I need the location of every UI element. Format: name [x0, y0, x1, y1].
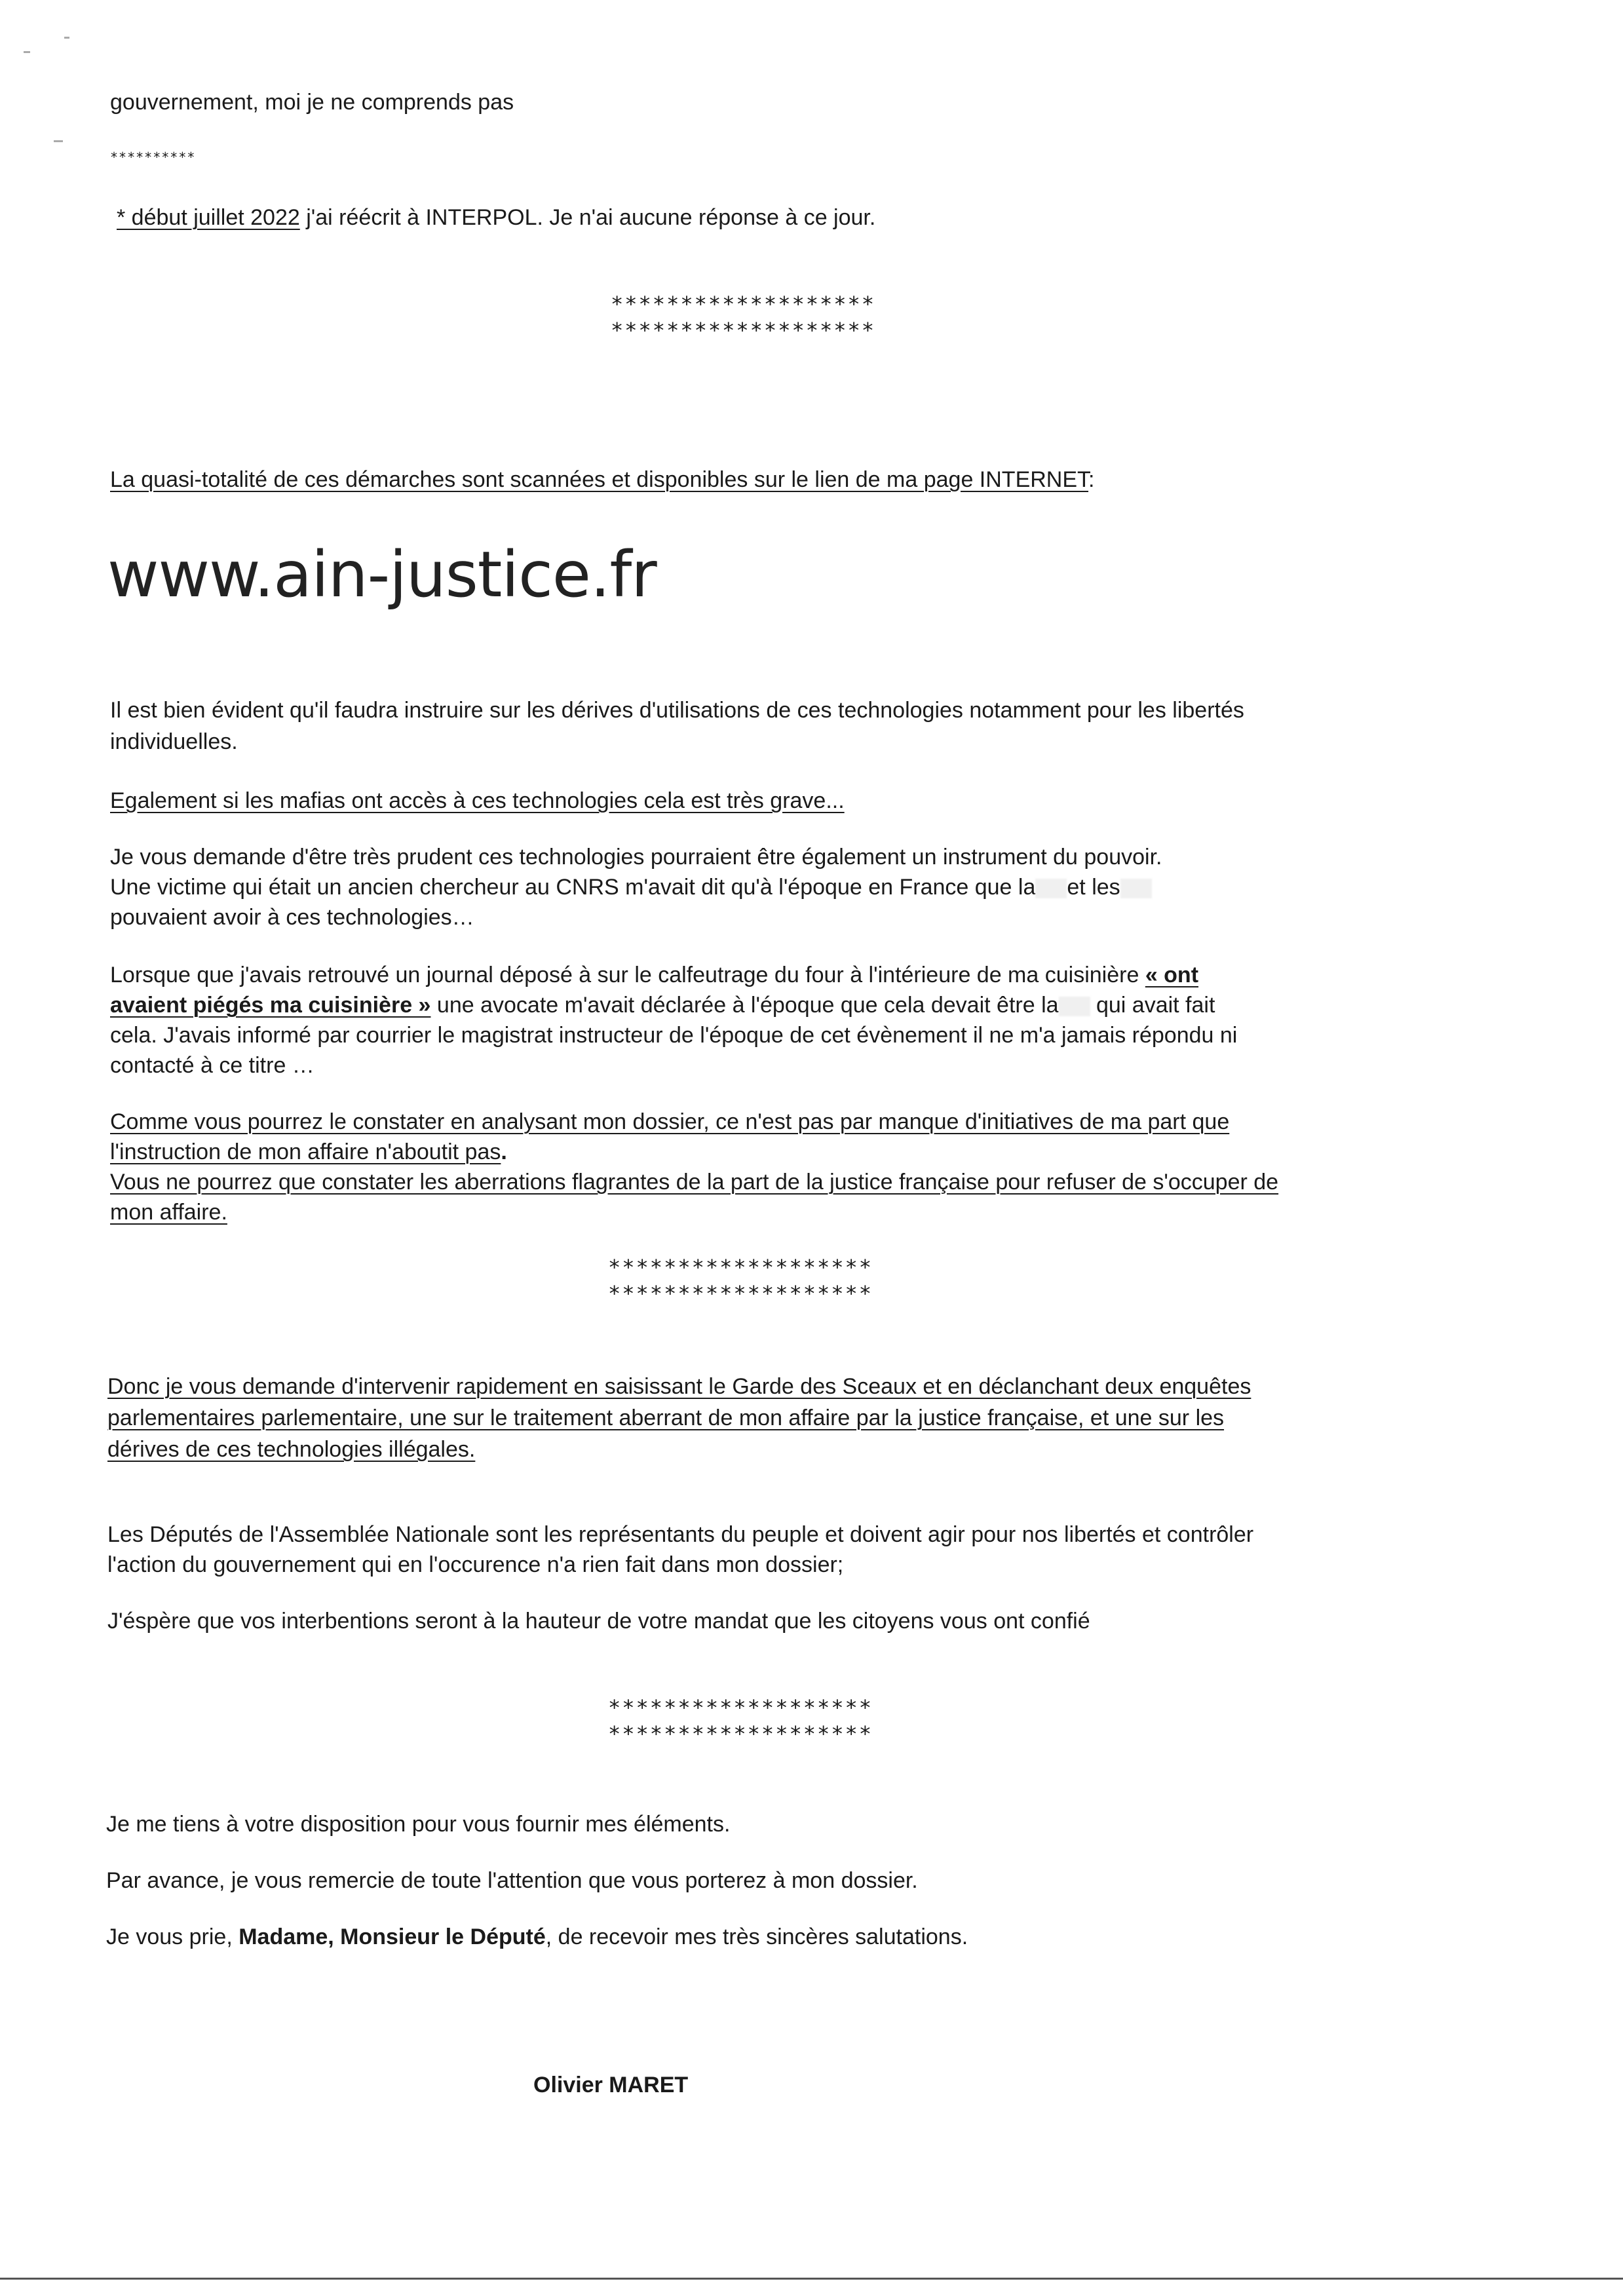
- underlined-line: Vous ne pourrez que constater les aberrations flagrantes de la part de la justice française pour refuser de s'occuper de: [110, 1170, 1279, 1195]
- text-line: [110, 991, 1215, 1020]
- underlined-line: Comme vous pourrez le constater en analysant mon dossier, ce n'est pas par manque d'initiatives de ma part que: [110, 1109, 1230, 1134]
- text-span: Une victime qui était un ancien chercheur au CNRS m'avait dit qu'à l'époque en France que la: [110, 875, 1036, 900]
- text-line: gouvernement, moi je ne comprends pas: [110, 90, 514, 115]
- separator-stars: *******************: [608, 1255, 873, 1280]
- separator-stars: *******************: [611, 318, 876, 343]
- text-line: [110, 1138, 507, 1167]
- closing-line: [106, 1923, 968, 1952]
- text-span: .: [501, 1139, 507, 1164]
- text-span: et les: [1067, 875, 1120, 900]
- redaction-mark: [1059, 997, 1090, 1016]
- underlined-line: dérives de ces technologies illégales.: [107, 1437, 476, 1462]
- separator-stars: *******************: [608, 1721, 873, 1746]
- separator-stars: *******************: [611, 292, 876, 316]
- text-span: une avocate m'avait déclarée à l'époque que cela devait être la: [430, 993, 1059, 1018]
- text-line: pouvaient avoir à ces technologies…: [110, 905, 474, 930]
- signature-name: Olivier MARET: [533, 2073, 689, 2097]
- text-line: Par avance, je vous remercie de toute l'attention que vous porterez à mon dossier.: [106, 1868, 918, 1893]
- text-span: qui avait fait: [1090, 993, 1215, 1018]
- text-line: contacté à ce titre …: [110, 1053, 315, 1078]
- underlined-text: l'instruction de mon affaire n'aboutit pas: [110, 1139, 501, 1164]
- text-line: cela. J'avais informé par courrier le magistrat instructeur de l'époque de cet évènement il ne m'a jamais répondu ni: [110, 1023, 1238, 1048]
- text-line: [117, 203, 875, 233]
- bold-quote: « ont: [1145, 963, 1199, 987]
- text-line: Il est bien évident qu'il faudra instruire sur les dérives d'utilisations de ces technologies notamment pour les libertés: [110, 698, 1244, 723]
- redaction-mark: [1035, 879, 1067, 898]
- scan-speck: [54, 140, 63, 142]
- scan-speck: [24, 51, 30, 53]
- text-line: [110, 465, 1094, 495]
- separator-stars: *******************: [608, 1695, 873, 1720]
- redaction-mark: [1120, 879, 1152, 898]
- underlined-line: mon affaire.: [110, 1200, 227, 1225]
- website-url: www.ain-justice.fr: [107, 538, 657, 611]
- text-line: Je me tiens à votre disposition pour vous fournir mes éléments.: [106, 1812, 731, 1837]
- text-line: [110, 873, 1152, 902]
- separator-stars: *******************: [608, 1281, 873, 1306]
- text-line: J'éspère que vos interbentions seront à la hauteur de votre mandat que les citoyens vous ont confié: [107, 1609, 1090, 1634]
- bottom-rule: [0, 2278, 1623, 2280]
- addressee: Madame, Monsieur le Député: [239, 1924, 546, 1949]
- scan-speck: [64, 37, 69, 39]
- text-span: j'ai réécrit à INTERPOL. Je n'ai aucune réponse à ce jour.: [299, 205, 876, 230]
- text-line: Je vous demande d'être très prudent ces technologies pourraient être également un instrument du pouvoir.: [110, 845, 1162, 870]
- text-line: [110, 961, 1198, 990]
- underlined-line: Donc je vous demande d'intervenir rapidement en saisissant le Garde des Sceaux et en déclanchant deux enquêtes: [107, 1374, 1251, 1399]
- text-span: , de recevoir mes très sincères salutations.: [545, 1924, 968, 1949]
- text-span: :: [1088, 467, 1095, 492]
- underlined-line: Egalement si les mafias ont accès à ces technologies cela est très grave...: [110, 788, 845, 813]
- text-line: Les Députés de l'Assemblée Nationale sont les représentants du peuple et doivent agir pour nos libertés et contrôler: [107, 1522, 1254, 1547]
- text-line: l'action du gouvernement qui en l'occurence n'a rien fait dans mon dossier;: [107, 1552, 844, 1577]
- text-span: Lorsque que j'avais retrouvé un journal déposé à sur le calfeutrage du four à l'intérieure de ma cuisinière: [110, 963, 1145, 987]
- text-line: individuelles.: [110, 729, 238, 754]
- underlined-text: La quasi-totalité de ces démarches sont scannées et disponibles sur le lien de ma page INTERNET: [110, 467, 1089, 492]
- underlined-line: parlementaires parlementaire, une sur le traitement aberrant de mon affaire par la justice française, et une sur les: [107, 1406, 1225, 1430]
- text-span: Je vous prie,: [106, 1924, 239, 1949]
- bold-quote: avaient piégés ma cuisinière »: [110, 993, 431, 1018]
- separator-short: **********: [110, 149, 196, 165]
- date-underlined: * début juillet 2022: [117, 205, 300, 230]
